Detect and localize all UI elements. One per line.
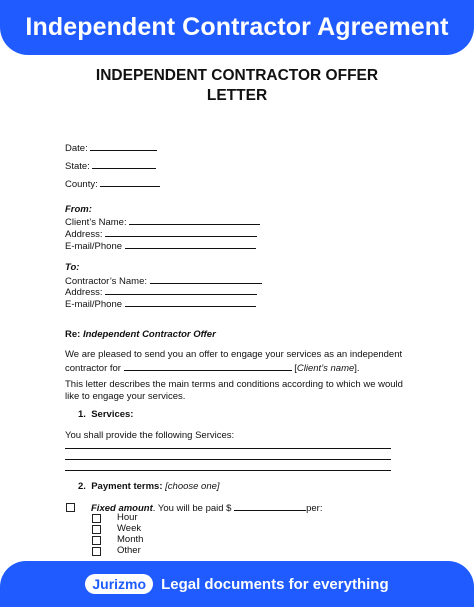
fixed-amount-row: Fixed amount. You will be paid $ per: bbox=[91, 503, 323, 514]
contractor-email-field[interactable] bbox=[125, 297, 256, 307]
banner-title: Independent Contractor Agreement bbox=[25, 13, 449, 41]
state-field[interactable] bbox=[92, 159, 156, 169]
date-field[interactable] bbox=[90, 141, 157, 151]
services-line-2[interactable] bbox=[65, 459, 391, 460]
county-row: County: bbox=[65, 177, 160, 191]
week-checkbox[interactable] bbox=[92, 525, 101, 534]
document-title-line2: LETTER bbox=[206, 87, 268, 104]
jurizmo-logo[interactable]: Jurizmo bbox=[85, 574, 153, 594]
section-services-heading: 1. Services: bbox=[78, 409, 134, 420]
from-heading: From: bbox=[65, 204, 92, 215]
client-email-field[interactable] bbox=[125, 239, 256, 249]
footer-tagline: Legal documents for everything bbox=[161, 575, 389, 593]
hour-option-label: Hour bbox=[117, 512, 138, 523]
section-payment-heading: 2. Payment terms: [choose one] bbox=[78, 481, 220, 492]
contractor-for-field[interactable] bbox=[124, 361, 292, 371]
client-email-row: E-mail/Phone bbox=[65, 239, 256, 253]
week-option-label: Week bbox=[117, 523, 142, 534]
other-checkbox[interactable] bbox=[92, 547, 101, 556]
document-title-line1: INDEPENDENT CONTRACTOR OFFER bbox=[95, 67, 379, 84]
contractor-name-row: Contractor’s Name: bbox=[65, 274, 262, 288]
state-row: State: bbox=[65, 159, 156, 173]
services-line-3[interactable] bbox=[65, 470, 391, 471]
date-row: Date: bbox=[65, 141, 157, 155]
contractor-address-field[interactable] bbox=[105, 285, 257, 295]
footer-banner bbox=[0, 561, 474, 607]
hour-checkbox[interactable] bbox=[92, 514, 101, 523]
services-line-1[interactable] bbox=[65, 448, 391, 449]
document-title bbox=[40, 66, 434, 106]
services-intro: You shall provide the following Services: bbox=[65, 430, 235, 441]
client-name-row: Client’s Name: bbox=[65, 215, 260, 229]
fixed-amount-field[interactable] bbox=[234, 501, 306, 511]
client-address-field[interactable] bbox=[105, 227, 257, 237]
client-address-row: Address: bbox=[65, 227, 257, 241]
re-line: Re: Independent Contractor Offer bbox=[65, 329, 216, 340]
contractor-name-field[interactable] bbox=[150, 274, 262, 284]
to-heading: To: bbox=[65, 262, 80, 273]
terms-paragraph: This letter describes the main terms and conditions according to which we would like to engage your services. bbox=[65, 379, 403, 402]
offer-paragraph: We are pleased to send you an offer to engage your services as an independent contractor for [Client’s name]. bbox=[65, 349, 403, 374]
other-option-label: Other bbox=[117, 545, 141, 556]
fixed-amount-checkbox[interactable] bbox=[66, 503, 75, 512]
top-banner bbox=[0, 0, 474, 55]
month-checkbox[interactable] bbox=[92, 536, 101, 545]
contractor-email-row: E-mail/Phone bbox=[65, 297, 256, 311]
county-field[interactable] bbox=[100, 177, 160, 187]
month-option-label: Month bbox=[117, 534, 144, 545]
client-name-field[interactable] bbox=[129, 215, 260, 225]
contractor-address-row: Address: bbox=[65, 285, 257, 299]
